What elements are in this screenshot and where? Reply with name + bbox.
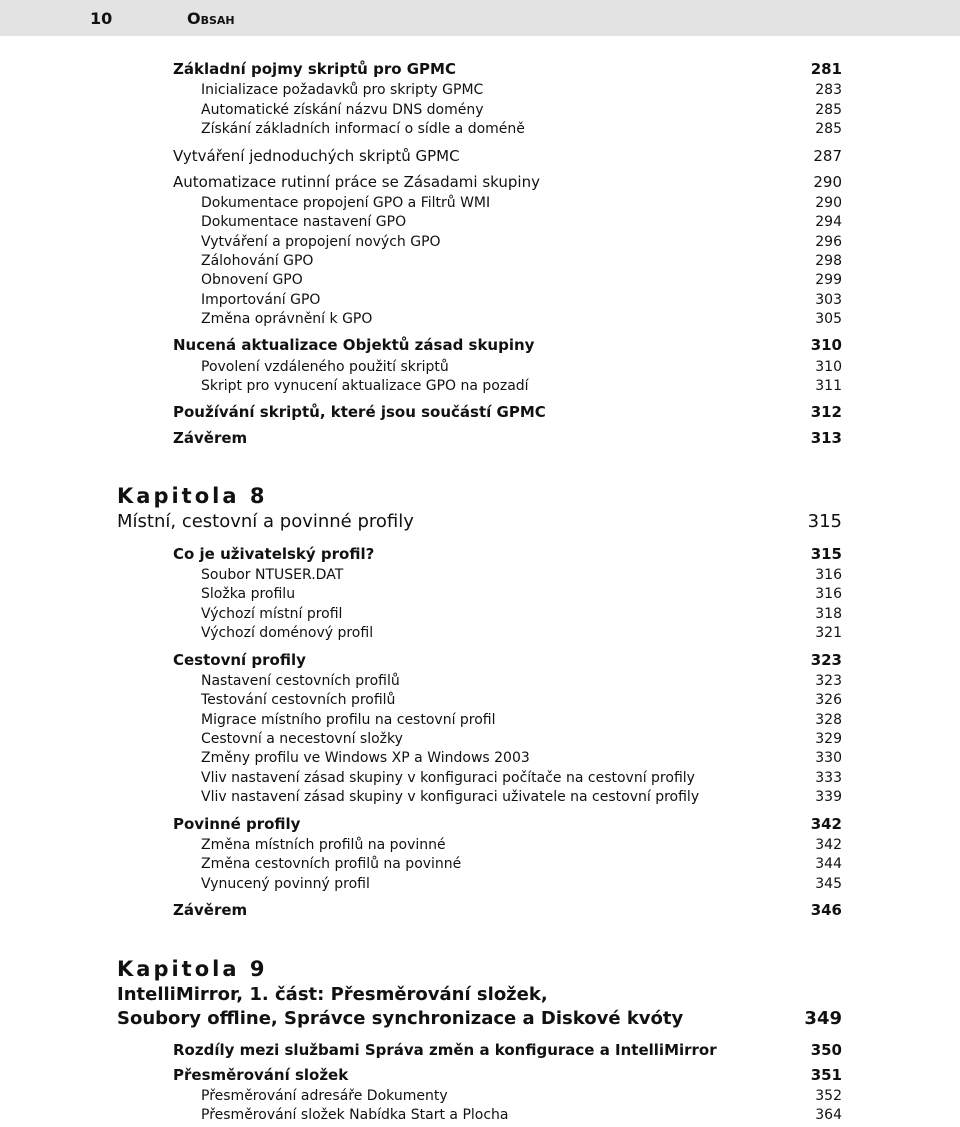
toc-entry-page: 330 (815, 750, 842, 766)
toc-entry-page: 323 (810, 651, 842, 669)
toc-entry-title: Změna oprávnění k GPO (201, 311, 373, 327)
toc-entry-page: 281 (810, 60, 842, 78)
chapter-title-line1[interactable]: IntelliMirror, 1. část: Přesměrování složek, (117, 984, 548, 1005)
toc-entry-page: 316 (815, 567, 842, 583)
toc-entry-page: 329 (815, 731, 842, 747)
toc-subsection[interactable] (0, 876, 960, 896)
toc-entry-page: 285 (815, 121, 842, 137)
toc-entry-page: 333 (815, 770, 842, 786)
toc-entry-page: 321 (815, 625, 842, 641)
toc-entry-title: Vliv nastavení zásad skupiny v konfiguraci počítače na cestovní profily (201, 770, 695, 786)
chapter-title[interactable]: Místní, cestovní a povinné profily (117, 511, 414, 532)
toc-entry-page: 344 (815, 856, 842, 872)
toc-subsection[interactable] (0, 195, 960, 215)
toc-entry-page: 310 (810, 336, 842, 354)
toc-subsection[interactable] (0, 1107, 960, 1127)
chapter-title-line2[interactable]: Soubory offline, Správce synchronizace a Diskové kvóty (117, 1008, 684, 1029)
toc-subsection[interactable] (0, 1088, 960, 1108)
toc-entry-page: 339 (815, 789, 842, 805)
toc-entry-title: Co je uživatelský profil? (173, 545, 375, 563)
toc-entry-page: 294 (815, 214, 842, 230)
toc-entry-title: Dokumentace nastavení GPO (201, 214, 407, 230)
toc-subsection[interactable] (0, 731, 960, 751)
toc-section[interactable] (0, 815, 960, 835)
toc-entry-title: Automatické získání názvu DNS domény (201, 102, 484, 118)
toc-subsection[interactable] (0, 789, 960, 809)
toc-entry-title: Obnovení GPO (201, 272, 303, 288)
toc-subsection[interactable] (0, 770, 960, 790)
toc-subsection[interactable] (0, 378, 960, 398)
toc-entry-title: Složka profilu (201, 586, 296, 602)
toc-entry-title: Inicializace požadavků pro skripty GPMC (201, 82, 484, 98)
toc-entry-title: Migrace místního profilu na cestovní profil (201, 712, 496, 728)
toc-entry-page: 290 (815, 195, 842, 211)
toc-entry-page: 290 (813, 173, 842, 191)
toc-entry-title: Přesměrování adresáře Dokumenty (201, 1088, 448, 1104)
toc-subsection[interactable] (0, 856, 960, 876)
toc-entry-title: Dokumentace propojení GPO a Filtrů WMI (201, 195, 491, 211)
toc-entry-page: 303 (815, 292, 842, 308)
toc-section[interactable] (0, 1066, 960, 1086)
toc-subsection[interactable] (0, 692, 960, 712)
toc-subsection[interactable] (0, 311, 960, 331)
toc-subsection[interactable] (0, 750, 960, 770)
toc-entry-title: Cestovní profily (173, 651, 306, 669)
toc-subsection[interactable] (0, 712, 960, 732)
toc-entry-title: Importování GPO (201, 292, 321, 308)
chapter-page: 315 (807, 511, 842, 532)
toc-entry-page: 328 (815, 712, 842, 728)
toc-entry-title: Základní pojmy skriptů pro GPMC (173, 60, 456, 78)
toc-section[interactable] (0, 173, 960, 193)
chapter-page: 349 (804, 1008, 842, 1029)
toc-entry-title: Vynucený povinný profil (201, 876, 370, 892)
toc-entry-page: 345 (815, 876, 842, 892)
page-number: 10 (90, 9, 113, 28)
page-header (0, 0, 960, 36)
toc-entry-title: Změna cestovních profilů na povinné (201, 856, 462, 872)
toc-section[interactable] (0, 403, 960, 423)
toc-entry-title: Vytváření a propojení nových GPO (201, 234, 441, 250)
toc-entry-title: Automatizace rutinní práce se Zásadami skupiny (173, 173, 540, 191)
toc-section[interactable] (0, 147, 960, 167)
toc-entry-title: Nastavení cestovních profilů (201, 673, 400, 689)
chapter-label: Kapitola 9 (117, 957, 268, 981)
toc-entry-title: Testování cestovních profilů (201, 692, 396, 708)
toc-entry-title: Vytváření jednoduchých skriptů GPMC (173, 147, 460, 165)
toc-entry-title: Závěrem (173, 429, 248, 447)
toc-entry-title: Nucená aktualizace Objektů zásad skupiny (173, 336, 535, 354)
toc-entry-page: 346 (810, 901, 842, 919)
toc-subsection[interactable] (0, 673, 960, 693)
toc-entry-title: Rozdíly mezi službami Správa změn a konfigurace a IntelliMirror (173, 1041, 717, 1059)
toc-entry-title: Přesměrování složek Nabídka Start a Plocha (201, 1107, 509, 1123)
toc-entry-page: 310 (815, 359, 842, 375)
toc-subsection[interactable] (0, 102, 960, 122)
toc-entry-page: 285 (815, 102, 842, 118)
toc-subsection[interactable] (0, 359, 960, 379)
toc-entry-title: Povinné profily (173, 815, 301, 833)
toc-entry-page: 311 (815, 378, 842, 394)
toc-subsection[interactable] (0, 837, 960, 857)
toc-subsection[interactable] (0, 82, 960, 102)
toc-entry-page: 350 (810, 1041, 842, 1059)
toc-subsection[interactable] (0, 214, 960, 234)
toc-subsection[interactable] (0, 606, 960, 626)
toc-subsection[interactable] (0, 586, 960, 606)
toc-subsection[interactable] (0, 292, 960, 312)
header-title: Obsah (187, 9, 235, 28)
toc-section[interactable] (0, 429, 960, 449)
toc-entry-page: 287 (813, 147, 842, 165)
toc-entry-title: Výchozí místní profil (201, 606, 343, 622)
toc-entry-page: 316 (815, 586, 842, 602)
toc-entry-title: Zálohování GPO (201, 253, 314, 269)
toc-entry-page: 298 (815, 253, 842, 269)
toc-entry-page: 318 (815, 606, 842, 622)
toc-subsection[interactable] (0, 272, 960, 292)
toc-entry-title: Používání skriptů, které jsou součástí GPMC (173, 403, 546, 421)
toc-entry-title: Přesměrování složek (173, 1066, 349, 1084)
toc-entry-page: 342 (810, 815, 842, 833)
toc-entry-page: 352 (815, 1088, 842, 1104)
toc-section[interactable] (0, 651, 960, 671)
toc-entry-page: 296 (815, 234, 842, 250)
toc-entry-title: Skript pro vynucení aktualizace GPO na pozadí (201, 378, 529, 394)
toc-entry-title: Získání základních informací o sídle a doméně (201, 121, 525, 137)
toc-section[interactable] (0, 60, 960, 80)
toc-entry-page: 326 (815, 692, 842, 708)
toc-entry-title: Změna místních profilů na povinné (201, 837, 446, 853)
toc-entry-page: 283 (815, 82, 842, 98)
toc-entry-title: Soubor NTUSER.DAT (201, 567, 344, 583)
toc-subsection[interactable] (0, 253, 960, 273)
toc-section[interactable] (0, 901, 960, 921)
toc-entry-title: Výchozí doménový profil (201, 625, 374, 641)
toc-entry-page: 305 (815, 311, 842, 327)
toc-entry-title: Závěrem (173, 901, 248, 919)
toc-entry-title: Vliv nastavení zásad skupiny v konfiguraci uživatele na cestovní profily (201, 789, 700, 805)
toc-subsection[interactable] (0, 234, 960, 254)
toc-entry-page: 315 (810, 545, 842, 563)
chapter-label: Kapitola 8 (117, 484, 268, 508)
toc-entry-page: 351 (810, 1066, 842, 1084)
toc-section[interactable] (0, 1041, 960, 1061)
toc-entry-page: 364 (815, 1107, 842, 1123)
toc-section[interactable] (0, 336, 960, 356)
toc-entry-title: Změny profilu ve Windows XP a Windows 2003 (201, 750, 530, 766)
toc-entry-title: Cestovní a necestovní složky (201, 731, 403, 747)
toc-entry-page: 323 (815, 673, 842, 689)
toc-entry-page: 299 (815, 272, 842, 288)
toc-subsection[interactable] (0, 567, 960, 587)
toc-entry-title: Povolení vzdáleného použití skriptů (201, 359, 449, 375)
toc-entry-page: 342 (815, 837, 842, 853)
toc-subsection[interactable] (0, 121, 960, 141)
toc-entry-page: 313 (810, 429, 842, 447)
toc-entry-page: 312 (810, 403, 842, 421)
toc-subsection[interactable] (0, 625, 960, 645)
toc-section[interactable] (0, 545, 960, 565)
